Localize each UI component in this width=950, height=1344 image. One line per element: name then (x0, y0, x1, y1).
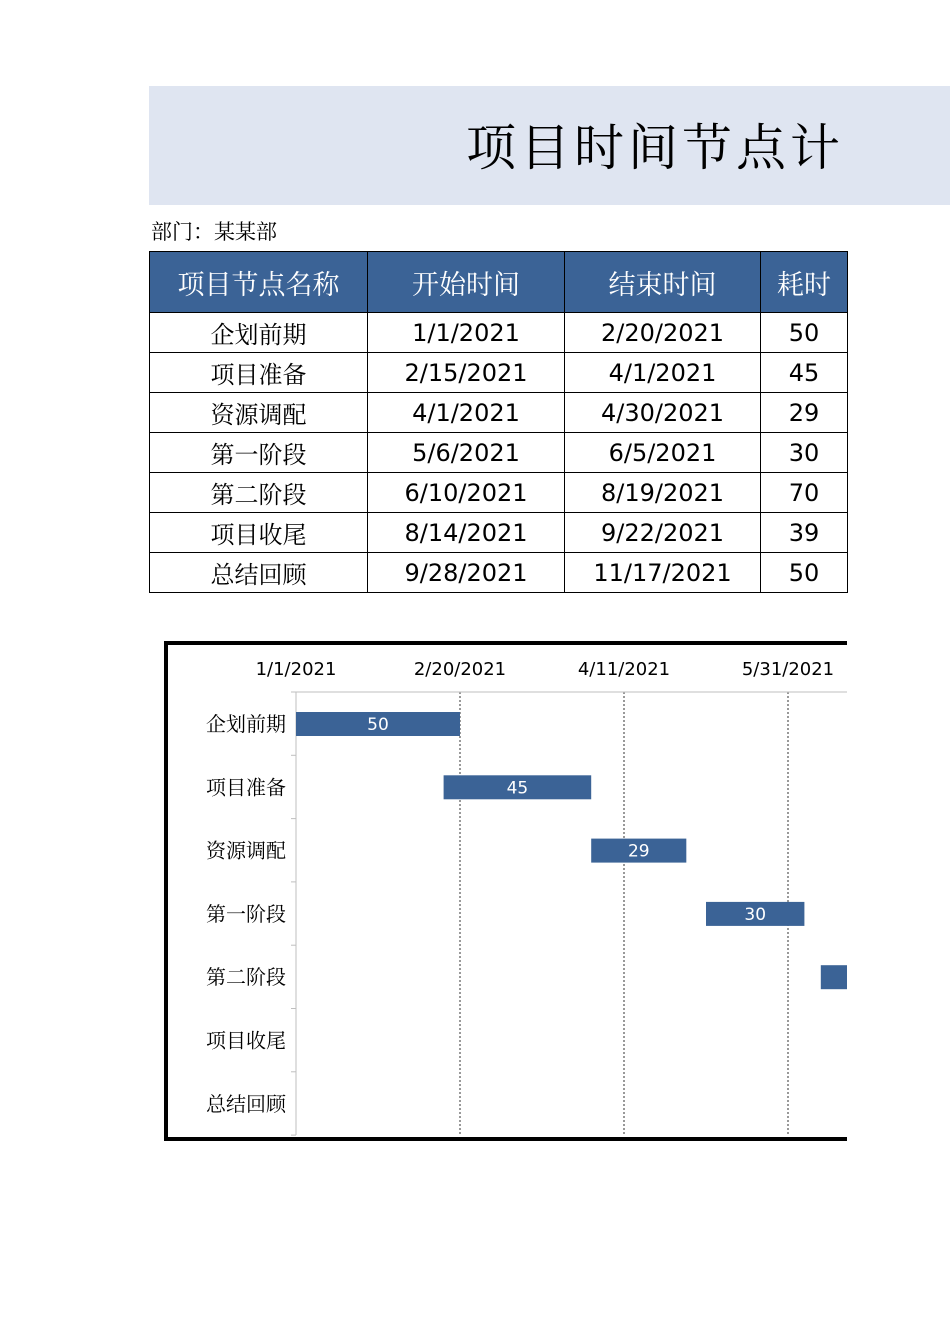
table-cell[interactable]: 70 (761, 473, 848, 513)
table-cell[interactable]: 项目收尾 (150, 513, 368, 553)
table-cell[interactable]: 项目准备 (150, 353, 368, 393)
table-cell[interactable]: 4/1/2021 (368, 393, 565, 433)
table-header-row (150, 252, 848, 313)
table-row (150, 433, 848, 473)
table-cell[interactable]: 6/10/2021 (368, 473, 565, 513)
table-cell[interactable]: 2/15/2021 (368, 353, 565, 393)
table-cell[interactable]: 企划前期 (150, 313, 368, 353)
category-label: 第一阶段 (206, 901, 286, 926)
column-header[interactable]: 结束时间 (565, 252, 761, 313)
bar-value-label: 45 (506, 778, 529, 799)
table-row (150, 313, 848, 353)
table-row (150, 353, 848, 393)
page-title: 项目时间节点计 (466, 119, 844, 177)
table-cell[interactable]: 4/30/2021 (565, 393, 761, 433)
table-cell[interactable]: 第二阶段 (150, 473, 368, 513)
bar-value-label: 50 (367, 715, 389, 735)
bar-value-label: 30 (744, 904, 767, 925)
table-cell[interactable]: 50 (761, 313, 848, 353)
table-cell[interactable]: 8/19/2021 (565, 473, 761, 513)
table-row (150, 473, 848, 513)
x-tick-label: 2/20/2021 (413, 659, 507, 680)
page-edge-mask (847, 600, 950, 1160)
table-cell[interactable]: 第一阶段 (150, 433, 368, 473)
bar-value-label: 29 (627, 841, 650, 862)
table-cell[interactable]: 11/17/2021 (565, 553, 761, 593)
table-cell[interactable]: 资源调配 (150, 393, 368, 433)
column-header[interactable]: 开始时间 (368, 252, 565, 313)
table-cell[interactable]: 总结回顾 (150, 553, 368, 593)
table-row (150, 553, 848, 593)
x-tick-label: 5/31/2021 (741, 659, 835, 680)
table-cell[interactable]: 39 (761, 513, 848, 553)
category-label: 企划前期 (206, 712, 286, 736)
column-header[interactable]: 耗时 (761, 252, 848, 313)
table-cell[interactable]: 50 (761, 553, 848, 593)
table-row (150, 513, 848, 553)
category-label: 第二阶段 (206, 965, 286, 990)
category-label: 资源调配 (206, 838, 286, 863)
table-cell[interactable]: 45 (761, 353, 848, 393)
gantt-chart-svg (168, 645, 888, 1145)
category-label: 总结回顾 (206, 1091, 286, 1116)
table-cell[interactable]: 29 (761, 393, 848, 433)
category-label: 项目收尾 (206, 1028, 286, 1053)
table-cell[interactable]: 4/1/2021 (565, 353, 761, 393)
table-cell[interactable]: 8/14/2021 (368, 513, 565, 553)
column-header[interactable]: 项目节点名称 (150, 252, 368, 313)
schedule-table (149, 251, 848, 593)
table-cell[interactable]: 9/28/2021 (368, 553, 565, 593)
x-tick-label: 1/1/2021 (255, 659, 337, 680)
table-cell[interactable]: 2/20/2021 (565, 313, 761, 353)
title-banner (149, 86, 950, 205)
table-cell[interactable]: 1/1/2021 (368, 313, 565, 353)
category-label: 项目准备 (206, 775, 286, 800)
table-cell[interactable]: 30 (761, 433, 848, 473)
table-cell[interactable]: 5/6/2021 (368, 433, 565, 473)
table-cell[interactable]: 9/22/2021 (565, 513, 761, 553)
table-cell[interactable]: 6/5/2021 (565, 433, 761, 473)
x-tick-label: 4/11/2021 (577, 659, 671, 680)
department-label: 部门：某某部 (151, 220, 277, 244)
table-row (150, 393, 848, 433)
gantt-chart[interactable] (164, 641, 884, 1141)
